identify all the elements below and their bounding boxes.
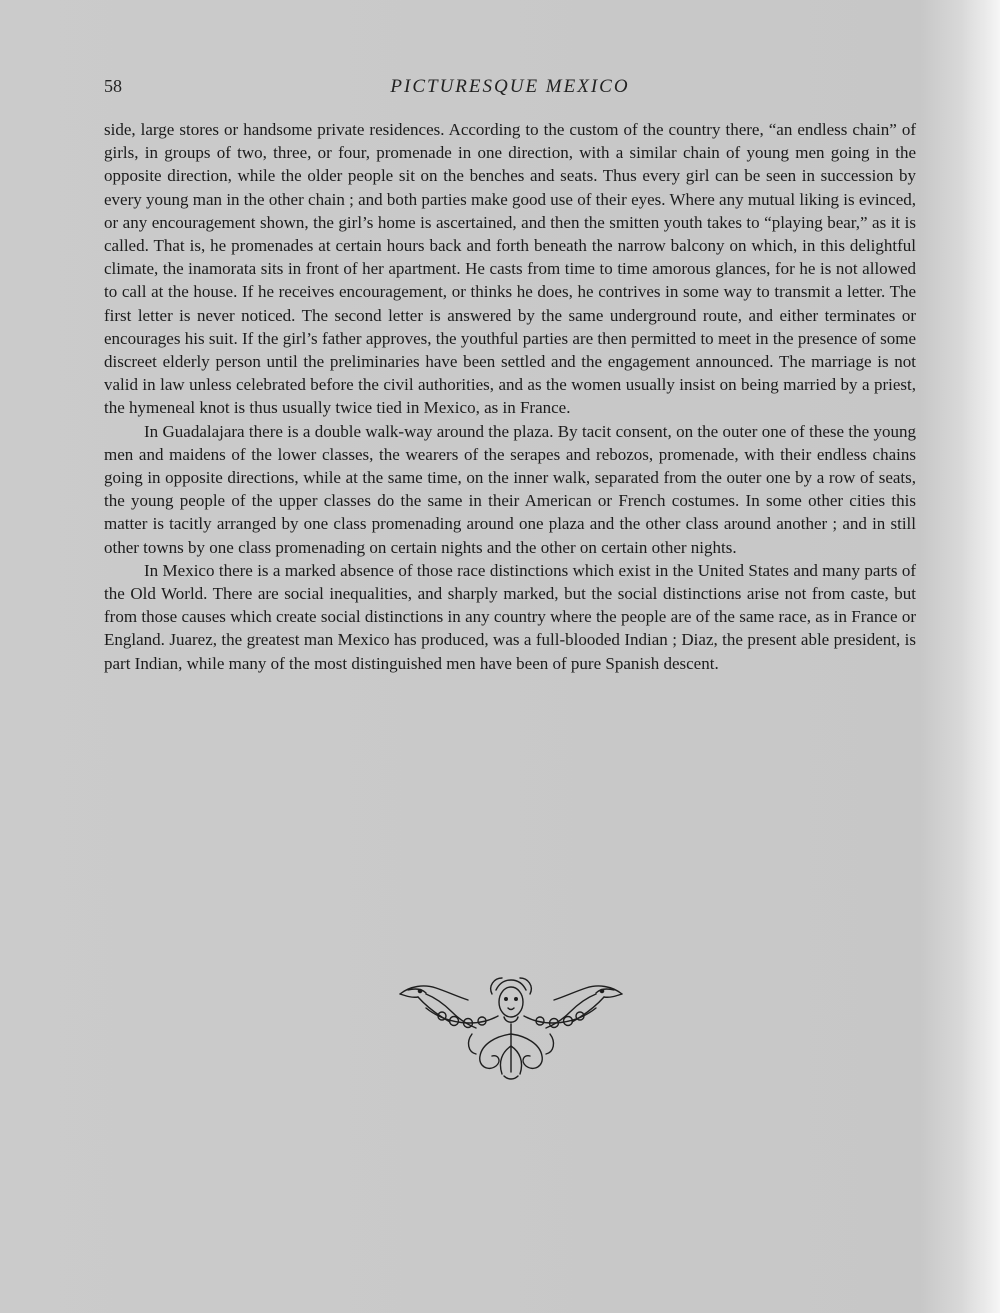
paragraph-race-distinctions: In Mexico there is a marked absence of those race distinctions which exist in the United States and many parts of the Old World. There are social inequalities, and sharply marked, but the social distinctions arise not from caste, but from those causes which create social distinctions in any country where the people are of the same race, as in France or England. Juarez, the greatest man Mexico has produced, was a full-blooded Indian ; Diaz, the present able president, is part Indian, while many of the most distinguished men have been of pure Spanish descent. xyxy=(104,560,916,673)
eagle-mask-garland-tailpiece-icon xyxy=(396,972,626,1084)
paragraph-continuation: side, large stores or handsome private residences. According to the custom of the country there, “an endless chain” of girls, in groups of two, three, or four, promenade in one direction, with a similar chain of young men going in the opposite direction, while the older people sit on the benches and seats. Thus every girl can be seen in succession by every young man in the other chain ; and both parties make good use of their eyes. Where any mutual liking is evinced, or any encouragement shown, the girl’s home is ascertained, and then the smitten youth takes to “playing bear,” as it is called. That is, he promenades at certain hours back and forth beneath the narrow balcony on which, in this delightful climate, the inamorata sits in front of her apartment. He casts from time to time amorous glances, for he is not allowed to call at the house. If he receives encouragement, or thinks he does, he contrives in some way to transmit a letter. The first letter is never noticed. The second letter is answered by the same underground route, and either terminates or encourages his suit. If the girl’s father approves, the youthful parties are then permitted to meet in the presence of some discreet elderly person until the preliminaries have been settled and the engagement announced. The marriage is not valid in law unless celebrated before the civil authorities, and as the women usually insist on being married by a priest, the hymeneal knot is thus usually twice tied in Mexico, as in France. xyxy=(104,120,916,418)
body-text xyxy=(104,118,916,675)
page-title: PICTURESQUE MEXICO xyxy=(390,76,630,97)
page-number: 58 xyxy=(104,76,122,96)
running-head xyxy=(104,76,916,100)
page-edge-shadow xyxy=(962,0,1000,1313)
paragraph-guadalajara: In Guadalajara there is a double walk-way around the plaza. By tacit consent, on the outer one of these the young men and maidens of the lower classes, the wearers of the serapes and rebozos, promenade, with their endless chains going in opposite directions, while at the same time, on the inner walk, separated from the outer one by a row of seats, the young people of the upper classes do the same in their American or French costumes. In some other cities this matter is tacitly arranged by one class promenading around one plaza and the other class around another ; and in still other towns by one class promenading on certain nights and the other on certain other nights. xyxy=(104,421,916,557)
